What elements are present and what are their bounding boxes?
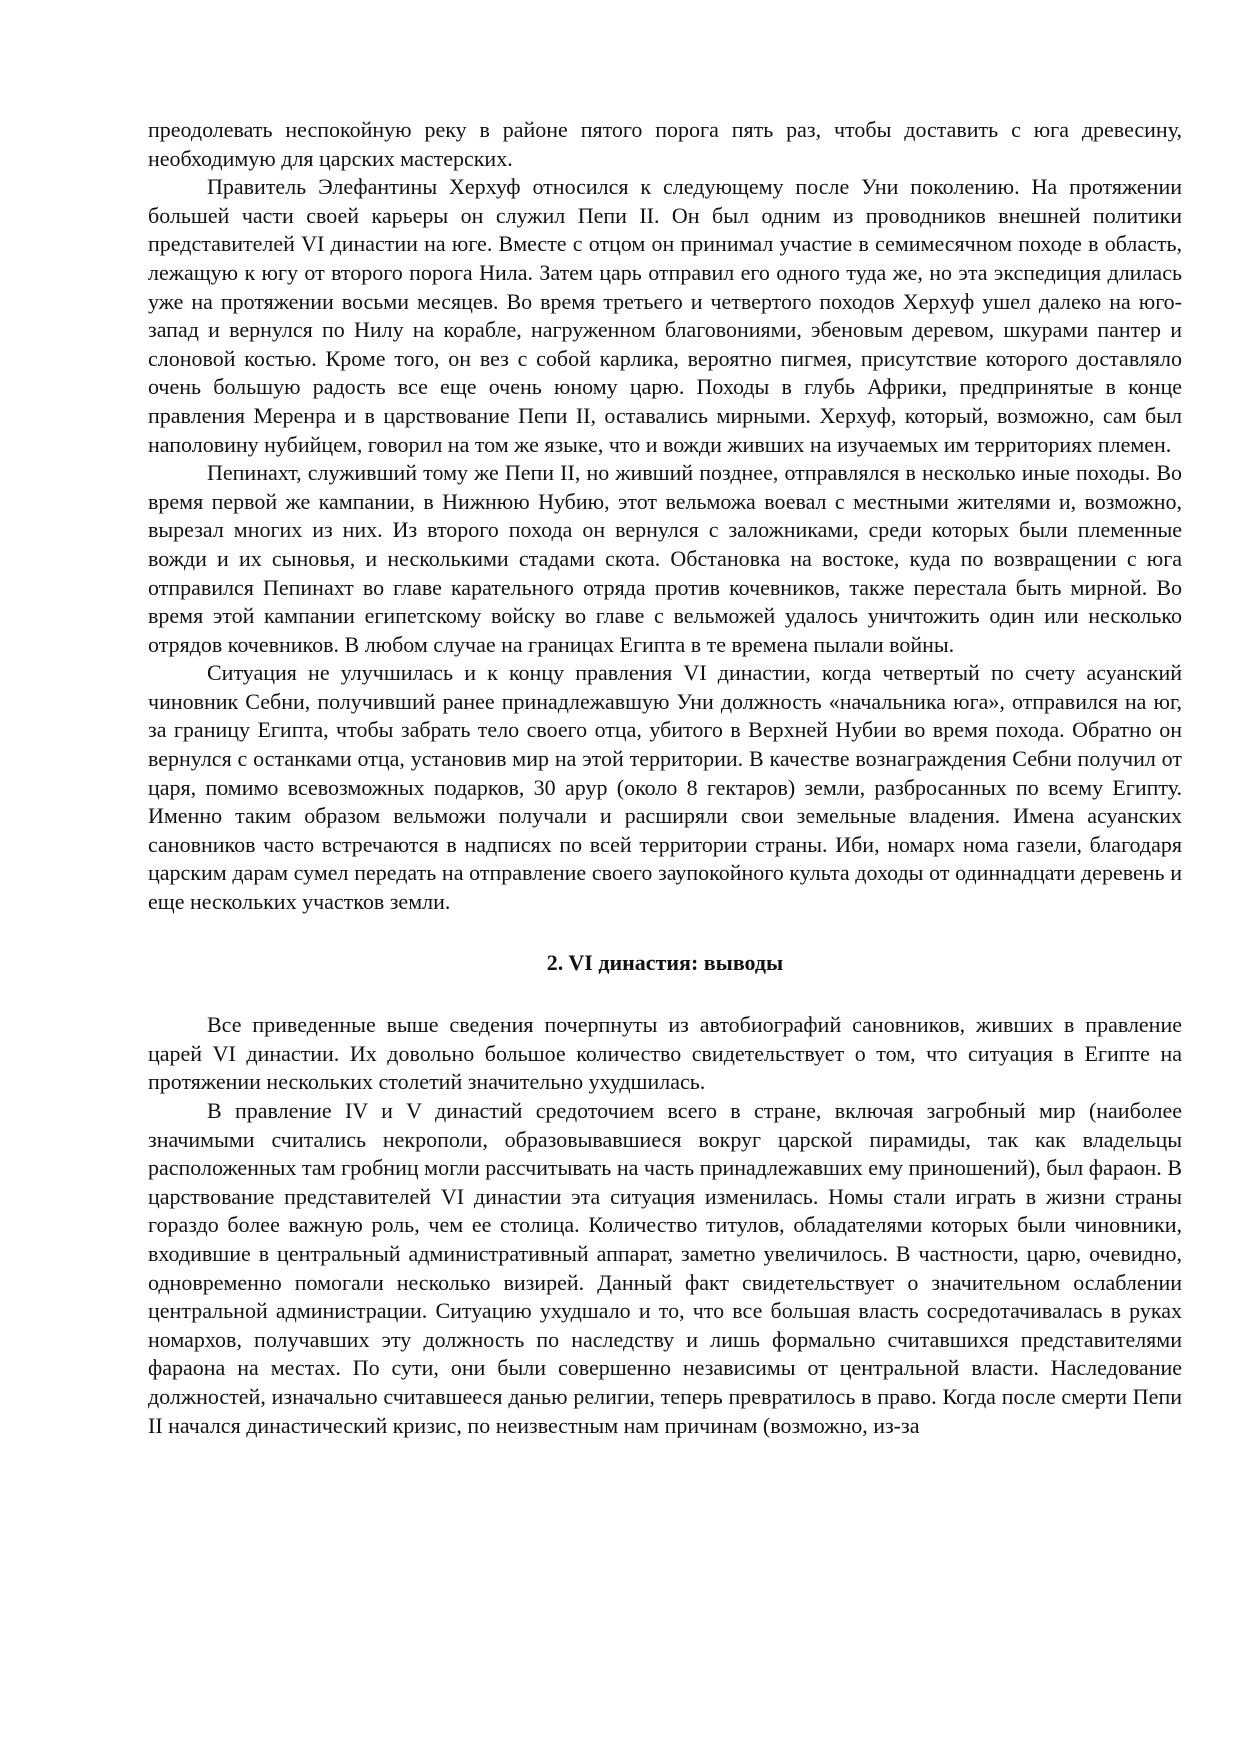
- paragraph-sources: Все приведенные выше сведения почерпнуты из автобиографий сановников, живших в правление царей VI династии. Их довольно большое количество свидетельствует о том, что ситуация в Египте на протяжении нескольких столетий значительно ухудшилась.: [148, 1012, 1182, 1095]
- paragraph-sebni: Ситуация не улучшилась и к концу правления VI династии, когда четвертый по счету асуанский чиновник Себни, получивший ранее принадлежавшую Уни должность «начальника юга», отправился на юг, за границу Египта, чтобы забрать тело своего отца, убитого в Верхней Нубии во время похода. Обратно он вернулся с останками отца, установив мир на этой территории. В качестве вознаграждения Себни получил от царя, помимо всевозможных подарков, 30 арур (около 8 гектаров) земли, разбросанных по всему Египту. Именно таким образом вельможи получали и расширяли свои земельные владения. Имена асуанских сановников часто встречаются в надписях по всей территории страны. Иби, номарх нома газели, благодаря царским дарам сумел передать на отправление своего заупокойного культа доходы от одиннадцати деревень и еще нескольких участков земли.: [148, 660, 1182, 915]
- paragraph-pepinakht: Пепинахт, служивший тому же Пепи II, но живший позднее, отправлялся в несколько иные походы. Во время первой же кампании, в Нижнюю Нубию, этот вельможа воевал с местными жителями и, возможно, вырезал многих из них. Из второго похода он вернулся с заложниками, среди которых были племенные вожди и их сыновья, и несколькими стадами скота. Обстановка на востоке, куда по возвращении с юга отправился Пепинахт во главе карательного отряда против кочевников, также перестала быть мирной. Во время этой кампании египетскому войску во главе с вельможей удалось уничтожить один или несколько отрядов кочевников. В любом случае на границах Египта в те времена пылали войны.: [148, 460, 1182, 657]
- paragraph-continued: преодолевать неспокойную реку в районе пятого порога пять раз, чтобы доставить с юга древесину, необходимую для царских мастерских.: [148, 117, 1182, 171]
- paragraph-administration: В правление IV и V династий средоточием всего в стране, включая загробный мир (наиболее значимыми считались некрополи, образовывавшиеся вокруг царской пирамиды, так как владельцы расположенных там гробниц могли рассчитывать на часть принадлежавших ему приношений), был фараон. В царствование представителей VI династии эта ситуация изменилась. Номы стали играть в жизни страны гораздо более важную роль, чем ее столица. Количество титулов, обладателями которых были чиновники, входившие в центральный административный аппарат, заметно увеличилось. В частности, царю, очевидно, одновременно помогали несколько визирей. Данный факт свидетельствует о значительном ослаблении центральной администрации. Ситуацию ухудшало и то, что все большая власть сосредотачивалась в руках номархов, получавших эту должность по наследству и лишь формально считавшихся представителями фараона на местах. По сути, они были совершенно независимы от центральной власти. Наследование должностей, изначально считавшееся данью религии, теперь превратилось в право. Когда после смерти Пепи II начался династический кризис, по неизвестным нам причинам (возможно, из-за: [148, 1098, 1182, 1438]
- section-heading: 2. VI династия: выводы: [546, 949, 784, 975]
- paragraph-herkhuf: Правитель Элефантины Херхуф относился к следующему после Уни поколению. На протяжении большей части своей карьеры он служил Пепи II. Он был одним из проводников внешней политики представителей VI династии на юге. Вместе с отцом он принимал участие в семимесячном походе в область, лежащую к югу от второго порога Нила. Затем царь отправил его одного туда же, но эта экспедиция длилась уже на протяжении восьми месяцев. Во время третьего и четвертого походов Херхуф ушел далеко на юго-запад и вернулся по Нилу на корабле, нагруженном благовониями, эбеновым деревом, шкурами пантер и слоновой костью. Кроме того, он вез с собой карлика, вероятно пигмея, присутствие которого доставляло очень большую радость все еще очень юному царю. Походы в глубь Африки, предпринятые в конце правления Меренра и в царствование Пепи II, оставались мирными. Херхуф, который, возможно, сам был наполовину нубийцем, говорил на том же языке, что и вожди живших на изучаемых им территориях племен.: [148, 174, 1182, 457]
